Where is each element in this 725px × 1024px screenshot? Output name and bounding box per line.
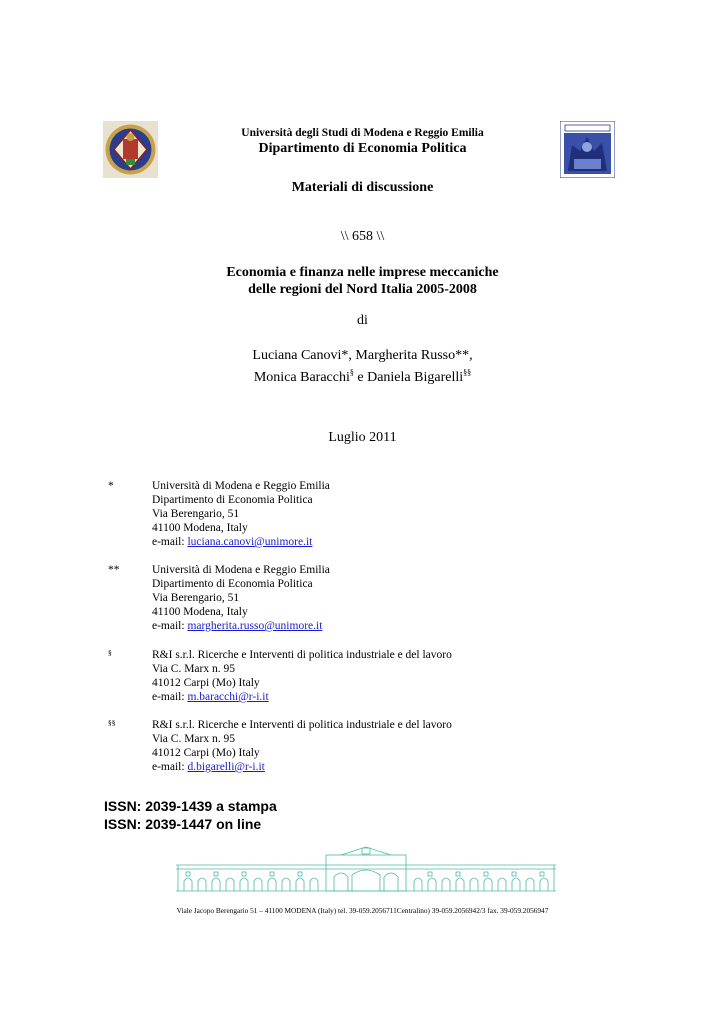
affiliation-email-row — [152, 619, 572, 633]
affiliation-mark: * — [108, 480, 114, 492]
affiliation-line: 41100 Modena, Italy — [152, 606, 248, 618]
issn-print: ISSN: 2039-1439 a stampa — [104, 798, 277, 814]
email-label: e-mail: — [152, 761, 188, 773]
university-name: Università degli Studi di Modena e Reggio Emilia — [241, 127, 484, 139]
email-label: e-mail: — [152, 620, 188, 632]
affiliation-mark: § — [108, 648, 112, 657]
paper-title-line-1: Economia e finanza nelle imprese meccaniche — [226, 265, 499, 280]
affiliation-line: Dipartimento di Economia Politica — [152, 494, 313, 506]
footer-address: Viale Jacopo Berengario 51 – 41100 MODENA (Italy) tel. 39-059.2056711Centralino) 39-059.2056942/3 fax. 39-059.2056947 — [176, 906, 549, 915]
author-connector: e — [353, 370, 368, 385]
email-link[interactable]: d.bigarelli@r-i.it — [187, 761, 265, 773]
department-name: Dipartimento di Economia Politica — [258, 141, 467, 156]
affiliation-mark: ** — [108, 564, 120, 576]
affiliation-line: Via Berengario, 51 — [152, 508, 240, 520]
author-3-mark: § — [349, 368, 354, 377]
affiliation-line: Via C. Marx n. 95 — [152, 663, 235, 675]
authors-line-2 — [0, 364, 725, 386]
email-link[interactable]: margherita.russo@unimore.it — [187, 620, 323, 632]
email-link[interactable]: luciana.canovi@unimore.it — [187, 536, 313, 548]
by-label: di — [357, 313, 368, 328]
email-label: e-mail: — [152, 691, 188, 703]
affiliation-line: 41012 Carpi (Mo) Italy — [152, 747, 260, 759]
affiliation-line: Università di Modena e Reggio Emilia — [152, 564, 330, 576]
paper-title — [0, 264, 725, 298]
affiliation-line: Università di Modena e Reggio Emilia — [152, 480, 330, 492]
affiliation-line: R&I s.r.l. Ricerche e Interventi di politica industriale e del lavoro — [152, 719, 452, 731]
authors — [0, 347, 725, 386]
author-4-mark: §§ — [463, 368, 472, 377]
email-label: e-mail: — [152, 536, 188, 548]
affiliation-line: Via Berengario, 51 — [152, 592, 240, 604]
series-title: Materiali di discussione — [291, 180, 434, 195]
affiliation-line: 41100 Modena, Italy — [152, 522, 248, 534]
affiliation-email-row — [152, 535, 572, 549]
affiliation-email-row — [152, 760, 572, 774]
affiliation-line: R&I s.r.l. Ricerche e Interventi di politica industriale e del lavoro — [152, 649, 452, 661]
publication-date: Luglio 2011 — [328, 430, 397, 445]
affiliation-line: Via C. Marx n. 95 — [152, 733, 235, 745]
affiliation-line: 41012 Carpi (Mo) Italy — [152, 677, 260, 689]
paper-number: \\ 658 \\ — [340, 229, 385, 244]
paper-title-line-2: delle regioni del Nord Italia 2005-2008 — [248, 282, 477, 297]
email-link[interactable]: m.baracchi@r-i.it — [187, 691, 269, 703]
affiliation-mark: §§ — [108, 718, 116, 727]
issn-online: ISSN: 2039-1447 on line — [104, 816, 262, 832]
affiliation-email-row — [152, 690, 572, 704]
authors-line-1: Luciana Canovi*, Margherita Russo**, — [252, 348, 473, 363]
author-3: Monica Baracchi — [253, 370, 350, 385]
author-4: Daniela Bigarelli — [367, 370, 464, 385]
affiliation-line: Dipartimento di Economia Politica — [152, 578, 313, 590]
building-facade-illustration — [176, 845, 556, 893]
